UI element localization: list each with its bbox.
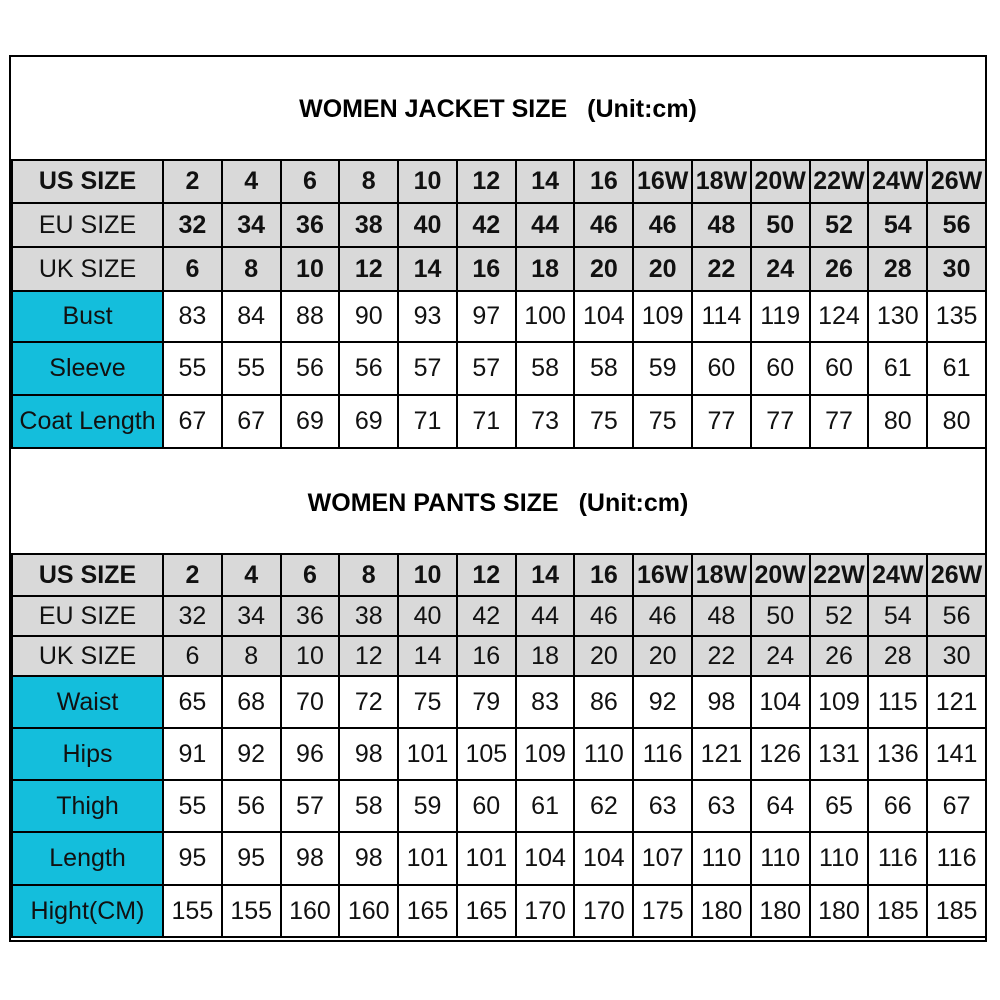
uk-size-row bbox=[12, 247, 986, 291]
size-cell: 65 bbox=[163, 676, 222, 728]
size-cell: 67 bbox=[222, 395, 281, 448]
measurement-row bbox=[12, 728, 986, 780]
measurement-row bbox=[12, 885, 986, 937]
row-label: Length bbox=[12, 832, 163, 885]
size-cell: 135 bbox=[927, 291, 986, 342]
measurement-row bbox=[12, 395, 986, 448]
size-cell: 38 bbox=[339, 596, 398, 636]
size-cell: 57 bbox=[281, 780, 340, 832]
jacket-title-text: WOMEN JACKET SIZE bbox=[299, 95, 568, 123]
size-cell: 110 bbox=[751, 832, 810, 885]
size-cell: 30 bbox=[927, 247, 986, 291]
size-cell: 170 bbox=[516, 885, 575, 937]
size-cell: 116 bbox=[927, 832, 986, 885]
size-cell: 126 bbox=[751, 728, 810, 780]
size-cell: 80 bbox=[927, 395, 986, 448]
size-cell: 66 bbox=[868, 780, 927, 832]
size-cell: 77 bbox=[692, 395, 751, 448]
size-cell: 96 bbox=[281, 728, 340, 780]
size-cell: 38 bbox=[339, 203, 398, 247]
size-cell: 54 bbox=[868, 596, 927, 636]
size-cell: 160 bbox=[281, 885, 340, 937]
size-cell: 93 bbox=[398, 291, 457, 342]
size-cell: 69 bbox=[281, 395, 340, 448]
size-cell: 67 bbox=[163, 395, 222, 448]
size-cell: 70 bbox=[281, 676, 340, 728]
size-cell: 28 bbox=[868, 636, 927, 676]
measurement-row bbox=[12, 291, 986, 342]
measurement-row bbox=[12, 342, 986, 395]
size-cell: 14 bbox=[516, 160, 575, 203]
size-cell: 63 bbox=[633, 780, 692, 832]
row-label: Coat Length bbox=[12, 395, 163, 448]
eu-size-row bbox=[12, 596, 986, 636]
size-cell: 114 bbox=[692, 291, 751, 342]
size-cell: 180 bbox=[810, 885, 869, 937]
size-cell: 50 bbox=[751, 203, 810, 247]
size-cell: 68 bbox=[222, 676, 281, 728]
size-cell: 100 bbox=[516, 291, 575, 342]
eu-size-row bbox=[12, 203, 986, 247]
size-cell: 73 bbox=[516, 395, 575, 448]
size-cell: 6 bbox=[281, 554, 340, 596]
size-cell: 98 bbox=[339, 832, 398, 885]
us-size-row bbox=[12, 160, 986, 203]
size-cell: 24 bbox=[751, 247, 810, 291]
size-cell: 56 bbox=[222, 780, 281, 832]
size-cell: 30 bbox=[927, 636, 986, 676]
size-cell: 54 bbox=[868, 203, 927, 247]
size-cell: 104 bbox=[751, 676, 810, 728]
row-label: EU SIZE bbox=[12, 596, 163, 636]
size-cell: 155 bbox=[163, 885, 222, 937]
size-cell: 32 bbox=[163, 203, 222, 247]
size-cell: 105 bbox=[457, 728, 516, 780]
size-cell: 20 bbox=[574, 636, 633, 676]
size-cell: 36 bbox=[281, 596, 340, 636]
size-cell: 58 bbox=[574, 342, 633, 395]
size-cell: 136 bbox=[868, 728, 927, 780]
size-cell: 61 bbox=[927, 342, 986, 395]
size-cell: 14 bbox=[516, 554, 575, 596]
size-cell: 67 bbox=[927, 780, 986, 832]
row-label: UK SIZE bbox=[12, 636, 163, 676]
size-cell: 60 bbox=[692, 342, 751, 395]
size-cell: 34 bbox=[222, 596, 281, 636]
size-cell: 20W bbox=[751, 554, 810, 596]
size-cell: 95 bbox=[163, 832, 222, 885]
size-cell: 170 bbox=[574, 885, 633, 937]
jacket-title bbox=[11, 95, 985, 124]
size-cell: 115 bbox=[868, 676, 927, 728]
size-cell: 14 bbox=[398, 636, 457, 676]
size-cell: 160 bbox=[339, 885, 398, 937]
size-cell: 16W bbox=[633, 554, 692, 596]
size-cell: 75 bbox=[574, 395, 633, 448]
size-cell: 59 bbox=[398, 780, 457, 832]
us-size-row bbox=[12, 554, 986, 596]
size-cell: 141 bbox=[927, 728, 986, 780]
size-cell: 48 bbox=[692, 203, 751, 247]
size-cell: 101 bbox=[398, 728, 457, 780]
size-cell: 18 bbox=[516, 636, 575, 676]
size-cell: 84 bbox=[222, 291, 281, 342]
size-cell: 34 bbox=[222, 203, 281, 247]
size-cell: 46 bbox=[574, 596, 633, 636]
size-cell: 165 bbox=[457, 885, 516, 937]
size-cell: 58 bbox=[339, 780, 398, 832]
size-cell: 56 bbox=[339, 342, 398, 395]
size-cell: 10 bbox=[398, 160, 457, 203]
size-cell: 109 bbox=[810, 676, 869, 728]
pants-title-text: WOMEN PANTS SIZE bbox=[307, 489, 559, 517]
size-cell: 109 bbox=[516, 728, 575, 780]
size-cell: 24W bbox=[868, 554, 927, 596]
size-cell: 6 bbox=[163, 247, 222, 291]
size-cell: 92 bbox=[222, 728, 281, 780]
size-cell: 6 bbox=[163, 636, 222, 676]
size-cell: 36 bbox=[281, 203, 340, 247]
pants-title bbox=[11, 489, 985, 518]
size-cell: 20W bbox=[751, 160, 810, 203]
size-cell: 8 bbox=[339, 160, 398, 203]
measurement-row bbox=[12, 780, 986, 832]
size-cell: 104 bbox=[516, 832, 575, 885]
size-cell: 50 bbox=[751, 596, 810, 636]
size-cell: 79 bbox=[457, 676, 516, 728]
size-cell: 16W bbox=[633, 160, 692, 203]
size-cell: 14 bbox=[398, 247, 457, 291]
size-cell: 40 bbox=[398, 596, 457, 636]
size-cell: 71 bbox=[398, 395, 457, 448]
size-cell: 46 bbox=[574, 203, 633, 247]
size-cell: 8 bbox=[222, 247, 281, 291]
size-cell: 28 bbox=[868, 247, 927, 291]
size-cell: 42 bbox=[457, 203, 516, 247]
uk-size-row bbox=[12, 636, 986, 676]
size-cell: 12 bbox=[339, 247, 398, 291]
size-cell: 46 bbox=[633, 596, 692, 636]
row-label: Hight(CM) bbox=[12, 885, 163, 937]
size-cell: 42 bbox=[457, 596, 516, 636]
size-cell: 83 bbox=[516, 676, 575, 728]
size-cell: 77 bbox=[751, 395, 810, 448]
size-cell: 18 bbox=[516, 247, 575, 291]
size-cell: 101 bbox=[398, 832, 457, 885]
size-cell: 8 bbox=[222, 636, 281, 676]
size-cell: 2 bbox=[163, 160, 222, 203]
size-cell: 116 bbox=[633, 728, 692, 780]
size-cell: 110 bbox=[574, 728, 633, 780]
size-cell: 55 bbox=[163, 780, 222, 832]
size-cell: 59 bbox=[633, 342, 692, 395]
size-cell: 98 bbox=[692, 676, 751, 728]
size-cell: 119 bbox=[751, 291, 810, 342]
size-cell: 121 bbox=[692, 728, 751, 780]
size-cell: 80 bbox=[868, 395, 927, 448]
size-cell: 124 bbox=[810, 291, 869, 342]
size-cell: 86 bbox=[574, 676, 633, 728]
size-cell: 56 bbox=[281, 342, 340, 395]
size-cell: 69 bbox=[339, 395, 398, 448]
size-cell: 12 bbox=[457, 554, 516, 596]
size-cell: 52 bbox=[810, 203, 869, 247]
size-cell: 22 bbox=[692, 636, 751, 676]
size-cell: 60 bbox=[751, 342, 810, 395]
size-cell: 8 bbox=[339, 554, 398, 596]
size-cell: 72 bbox=[339, 676, 398, 728]
size-cell: 56 bbox=[927, 596, 986, 636]
size-cell: 77 bbox=[810, 395, 869, 448]
size-cell: 52 bbox=[810, 596, 869, 636]
size-cell: 130 bbox=[868, 291, 927, 342]
row-label: Bust bbox=[12, 291, 163, 342]
size-chart-sheet bbox=[9, 55, 987, 942]
row-label: UK SIZE bbox=[12, 247, 163, 291]
size-cell: 95 bbox=[222, 832, 281, 885]
size-cell: 57 bbox=[457, 342, 516, 395]
size-cell: 44 bbox=[516, 596, 575, 636]
size-cell: 104 bbox=[574, 291, 633, 342]
size-cell: 62 bbox=[574, 780, 633, 832]
size-cell: 20 bbox=[574, 247, 633, 291]
size-cell: 16 bbox=[574, 160, 633, 203]
size-cell: 91 bbox=[163, 728, 222, 780]
row-label: Thigh bbox=[12, 780, 163, 832]
size-cell: 26W bbox=[927, 554, 986, 596]
size-cell: 88 bbox=[281, 291, 340, 342]
size-cell: 83 bbox=[163, 291, 222, 342]
size-cell: 75 bbox=[633, 395, 692, 448]
size-cell: 26W bbox=[927, 160, 986, 203]
measurement-row bbox=[12, 676, 986, 728]
size-cell: 63 bbox=[692, 780, 751, 832]
size-cell: 22 bbox=[692, 247, 751, 291]
size-cell: 57 bbox=[398, 342, 457, 395]
size-cell: 26 bbox=[810, 247, 869, 291]
size-cell: 121 bbox=[927, 676, 986, 728]
size-cell: 64 bbox=[751, 780, 810, 832]
row-label: Waist bbox=[12, 676, 163, 728]
pants-size-table bbox=[11, 553, 987, 938]
size-cell: 32 bbox=[163, 596, 222, 636]
size-cell: 24 bbox=[751, 636, 810, 676]
size-cell: 60 bbox=[810, 342, 869, 395]
size-cell: 58 bbox=[516, 342, 575, 395]
size-cell: 4 bbox=[222, 160, 281, 203]
size-cell: 10 bbox=[281, 636, 340, 676]
size-cell: 40 bbox=[398, 203, 457, 247]
size-cell: 56 bbox=[927, 203, 986, 247]
size-cell: 65 bbox=[810, 780, 869, 832]
size-cell: 48 bbox=[692, 596, 751, 636]
size-cell: 61 bbox=[868, 342, 927, 395]
size-cell: 98 bbox=[339, 728, 398, 780]
size-cell: 180 bbox=[692, 885, 751, 937]
size-cell: 6 bbox=[281, 160, 340, 203]
size-cell: 61 bbox=[516, 780, 575, 832]
jacket-size-table bbox=[11, 159, 987, 449]
size-cell: 22W bbox=[810, 554, 869, 596]
size-cell: 98 bbox=[281, 832, 340, 885]
size-cell: 131 bbox=[810, 728, 869, 780]
size-cell: 71 bbox=[457, 395, 516, 448]
measurement-row bbox=[12, 832, 986, 885]
row-label: US SIZE bbox=[12, 554, 163, 596]
size-cell: 175 bbox=[633, 885, 692, 937]
size-cell: 10 bbox=[281, 247, 340, 291]
size-cell: 24W bbox=[868, 160, 927, 203]
size-cell: 116 bbox=[868, 832, 927, 885]
size-cell: 12 bbox=[457, 160, 516, 203]
size-cell: 20 bbox=[633, 247, 692, 291]
size-cell: 44 bbox=[516, 203, 575, 247]
size-cell: 75 bbox=[398, 676, 457, 728]
size-cell: 20 bbox=[633, 636, 692, 676]
size-cell: 22W bbox=[810, 160, 869, 203]
size-cell: 16 bbox=[457, 636, 516, 676]
row-label: Hips bbox=[12, 728, 163, 780]
size-cell: 110 bbox=[692, 832, 751, 885]
size-cell: 185 bbox=[927, 885, 986, 937]
size-cell: 26 bbox=[810, 636, 869, 676]
size-cell: 4 bbox=[222, 554, 281, 596]
size-cell: 97 bbox=[457, 291, 516, 342]
row-label: Sleeve bbox=[12, 342, 163, 395]
size-cell: 46 bbox=[633, 203, 692, 247]
size-cell: 18W bbox=[692, 160, 751, 203]
size-cell: 92 bbox=[633, 676, 692, 728]
size-cell: 16 bbox=[574, 554, 633, 596]
size-cell: 101 bbox=[457, 832, 516, 885]
size-cell: 185 bbox=[868, 885, 927, 937]
size-cell: 104 bbox=[574, 832, 633, 885]
row-label: US SIZE bbox=[12, 160, 163, 203]
size-cell: 60 bbox=[457, 780, 516, 832]
size-cell: 55 bbox=[163, 342, 222, 395]
size-cell: 2 bbox=[163, 554, 222, 596]
size-cell: 155 bbox=[222, 885, 281, 937]
size-cell: 109 bbox=[633, 291, 692, 342]
row-label: EU SIZE bbox=[12, 203, 163, 247]
size-cell: 18W bbox=[692, 554, 751, 596]
size-cell: 12 bbox=[339, 636, 398, 676]
size-cell: 16 bbox=[457, 247, 516, 291]
size-cell: 90 bbox=[339, 291, 398, 342]
pants-unit-text: (Unit:cm) bbox=[578, 489, 689, 517]
size-cell: 10 bbox=[398, 554, 457, 596]
size-cell: 180 bbox=[751, 885, 810, 937]
size-cell: 55 bbox=[222, 342, 281, 395]
size-cell: 165 bbox=[398, 885, 457, 937]
size-cell: 107 bbox=[633, 832, 692, 885]
jacket-unit-text: (Unit:cm) bbox=[587, 95, 697, 123]
size-cell: 110 bbox=[810, 832, 869, 885]
